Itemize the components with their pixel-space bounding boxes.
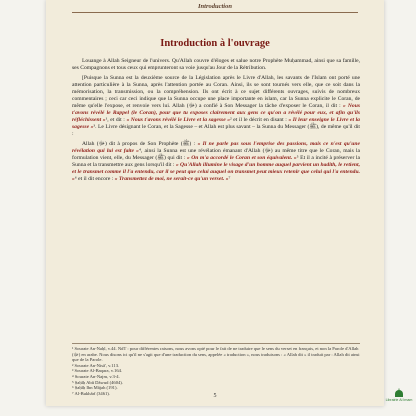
footnote-5: ⁵ Ṣaḥîḥ Abû Dâwud (4604). [72, 379, 123, 385]
footnotes [72, 343, 360, 396]
quran-quote: « Nous t'avons révélé le Livre et la sagesse » [126, 117, 231, 123]
hadith-quote: « On m'a accordé le Coran et son équivalent. » [186, 155, 297, 161]
watermark-logo [384, 388, 414, 414]
footnote-6: ⁶ Ṣaḥîḥ Ibn Mâjah (191). [72, 385, 118, 391]
quran-quote: « Il ne parle pas sous l'emprise des passions, mais ce n'est qu'une révélation qui lui est faite » [72, 141, 360, 154]
page-number: 5 [213, 393, 217, 399]
book-page [46, 0, 384, 406]
footnote-7: ⁷ Al-Bukhârî (3461). [72, 390, 110, 396]
footnote-1: ¹ Sourate An-Naḥl, v.44. NdT : pour différentes raisons, nous avons opté pour le fait de ne traduire que le sens du verset en français, et non la Parole d'Allah (ﷻ) en arabe. Nous disons ici qu'il ne s'agit que d'une traduction du sens, appelée « traduction », nous traduisons : « Allah dit » il traduit par : Allah dit ainsi que de la Parole. [72, 346, 360, 363]
quran-quote: « Nous t'avons révélé le Rappel (le Coran), pour que tu exposes clairement aux gens ce qu'on a révélé pour eux, et afin qu'ils réfléchissent » [72, 103, 360, 123]
hadith-quote: « Transmettez de moi, ne serait-ce qu'un verset. » [114, 176, 229, 182]
hadith-quote: « Qu'Allah illumine le visage d'un homme auquel parvient un hadith, le retient, et le transmet comme il l'a entendu, car il se peut que celui auquel on transmet peut mieux retenir que celui qui l'a entendu. » [72, 162, 360, 182]
footnote-2: ² Sourate An-Nisâ', v.113. [72, 362, 120, 368]
footnote-4: ⁴ Sourate An-Najm, v.3-4. [72, 373, 120, 379]
chapter-title: Introduction à l'ouvrage [160, 38, 270, 49]
mosque-dome-icon [393, 388, 405, 398]
footnote-3: ³ Sourate Al-Baqara, v.164. [72, 368, 123, 374]
body-text [72, 58, 360, 186]
paragraph-3: Allah (ﷻ) dit à propos de Son Prophète (ﷺ) : « Il ne parle pas sous l'emprise des passions, mais ce n'est qu'une révélation qui lui est faite »⁴, ainsi la Sunna est une révélation émanant d'Allah (ﷻ) au même titre que le Coran, mais la formulation vient, elle, du Messager (ﷺ) qui dit : « On m'a accordé le Coran et son équivalent. »⁵ Et il a incité à préserver la Sunna et la transmettre aux gens lorsqu'il dit : « Qu'Allah illumine le visage d'un homme auquel parvient un hadith, le retient, et le transmet comme il l'a entendu, car il se peut que celui auquel on transmet peut mieux retenir que celui qui l'a entendu. »⁶ et il dit encore : « Transmettez de moi, ne serait-ce qu'un verset. »⁷ [72, 141, 360, 182]
watermark-text: Librairie Al Imam [385, 398, 413, 402]
paragraph-1: Louange à Allah Seigneur de l'univers. Qu'Allah couvre d'éloges et salue notre Prophète Muḥammad, ainsi que sa famille, ses Compagnons et tous ceux qui emprunteront sa voie jusqu'au Jour de la Rétribution. [72, 58, 360, 71]
quran-quote: « Il leur enseigne le Livre et la sagesse » [72, 117, 360, 130]
paragraph-2: [Puisque la Sunna est la deuxième source de la Législation après le Livre d'Allah, les savants de l'Islam ont porté une attention particulière à la Sunna, après l'attention portée au Coran. Ainsi, ils se sont tournés vers elle, que ce soit dans la mémorisation, la transmission, ou la compréhension. Ils ont écrit à ce sujet différents ouvrages, suivis de nombreux commentaires ; ceci car ceci indique que la Sunna occupe une place importante en islam, car la Sunna explicite le Coran, de même qu'elle l'expose, et renvoie vers lui. Allah (ﷻ) a confié à Son Messager la tâche d'exposer le Coran, il dit : « Nous t'avons révélé le Rappel (le Coran), pour que tu exposes clairement aux gens ce qu'on a révélé pour eux, et afin qu'ils réfléchissent »¹, et dit : « Nous t'avons révélé le Livre et la sagesse »² et il le décrit en disant : « Il leur enseigne le Livre et la sagesse »³. Le Livre désignant le Coran, et la Sagesse – et Allah est plus savant – la Sunna du Messager (ﷺ), de même qu'il dit : [72, 75, 360, 137]
running-head: Introduction [72, 3, 358, 13]
